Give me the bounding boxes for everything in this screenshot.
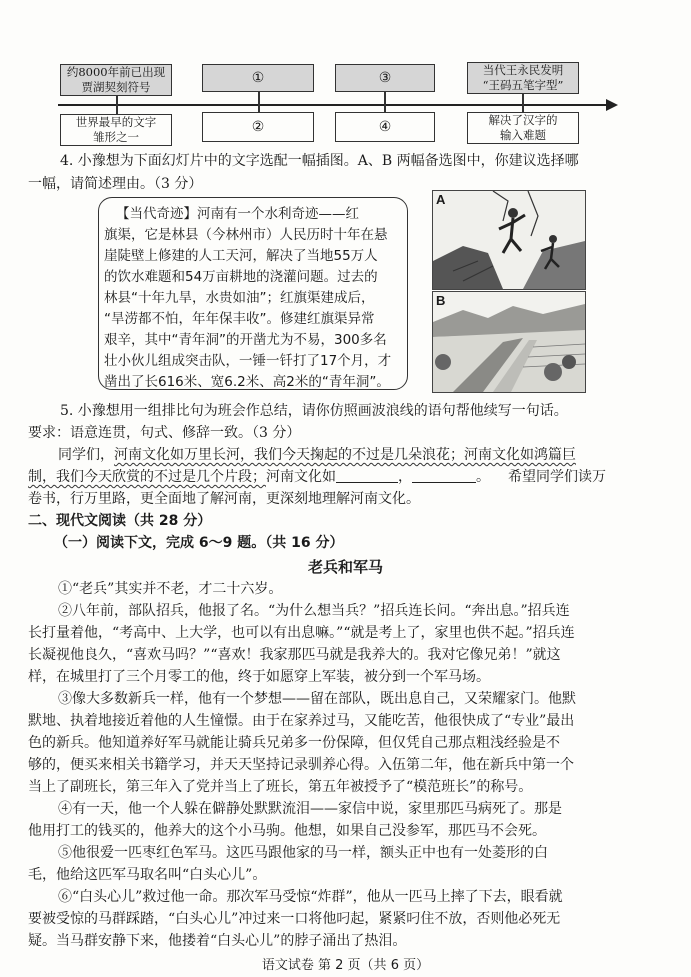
question-5-line-1: 5. 小豫想用一组排比句为班会作总结，请你仿照画波浪线的语句帮他续写一句话。 xyxy=(60,403,568,419)
story-line: 色的新兵。他知道养好军马就能让骑兵兄弟多一份保障，但仅凭自己那点粗浅经验是不 xyxy=(28,735,560,751)
timeline-arrow-icon xyxy=(606,99,618,111)
timeline-top-box-4 xyxy=(467,62,579,94)
timeline-bottom-box-4 xyxy=(467,112,579,144)
question-5-line-2: 要求：语意连贯，句式、修辞一致。（3 分） xyxy=(28,425,301,441)
story-line: ③像大多数新兵一样，他有一个梦想——留在部队，既出息自己，又荣耀家门。他默 xyxy=(58,691,576,707)
story-line: 长凝视他良久，“喜欢马吗？”“喜欢！我家那匹马就是我养大的。我对它像兄弟！”就这 xyxy=(28,647,561,663)
timeline-text: 世界最早的文字 xyxy=(75,115,157,129)
card-line: 的饮水难题和54万亩耕地的浇灌问题。过去的 xyxy=(104,269,378,285)
wavy-underlined-text: 河南文化如万里长河，我们今天掬起的不过是几朵浪花；河南文化如鸿篇巨 xyxy=(114,447,576,463)
story-line: 疑。当马群安静下来，他搂着“白头心儿”的脖子涌出了热泪。 xyxy=(28,933,407,949)
card-line: 艰辛，其中“青年洞”的开凿尤为不易，300多名 xyxy=(104,332,387,348)
timeline-text: 当代王永民发明 xyxy=(482,63,564,77)
story-line: ①“老兵”其实并不老，才二十六岁。 xyxy=(58,581,283,597)
timeline-text: 雏形之一 xyxy=(93,130,139,144)
story-line: 要被受惊的马群踩踏，“白头心儿”冲过来一口将他叼起，紧紧叼住不放，否则他必死无 xyxy=(28,911,561,927)
timeline-text: 贾湖契刻符号 xyxy=(81,80,151,94)
timeline-text: ③ xyxy=(378,69,392,86)
question-5-paragraph-line-2 xyxy=(28,466,606,488)
answer-blank-1[interactable] xyxy=(336,468,398,483)
timeline-text: ② xyxy=(251,118,265,135)
answer-blank-2[interactable] xyxy=(412,468,476,483)
page-footer: 语文试卷 第 2 页（共 6 页） xyxy=(261,958,430,973)
story-line: 长打量着他，“考高中、上大学，也可以有出息嘛。”“就是考上了，家里也供不起。”招兵连 xyxy=(28,625,575,641)
question-5-paragraph-line-3: 卷书，行万里路，更全面地了解河南，更深刻地理解河南文化。 xyxy=(28,491,420,507)
text-span: 。 xyxy=(476,469,490,485)
timeline-stem xyxy=(384,92,386,106)
card-line: 崖陡壁上修建的人工天河，解决了当地55万人 xyxy=(104,248,378,264)
card-line: 壮小伙儿组成突击队，一锤一钎打了17个月，才 xyxy=(104,353,392,369)
timeline-text: 约8000年前已出现 xyxy=(66,65,166,79)
article-title: 老兵和军马 xyxy=(307,558,383,576)
text-span: 河南文化如 xyxy=(266,469,336,485)
section-subheading: （一）阅读下文，完成 6～9 题。（共 16 分） xyxy=(54,535,344,551)
timeline-top-box-3 xyxy=(335,64,435,92)
timeline-text: 输入难题 xyxy=(500,128,546,142)
card-line: 旗渠，它是林县（今林州市）人民历时十年在悬 xyxy=(104,227,388,243)
story-line: 他用打工的钱买的，他养大的这个小马驹。他想，如果自己没参军，那匹马不会死。 xyxy=(28,823,546,839)
story-line: 样，在城里打了三个月零工的他，终于如愿穿上军装，被分到一个军马场。 xyxy=(28,669,490,685)
text-span: 希望同学们读万 xyxy=(508,469,606,485)
timeline-text: ④ xyxy=(378,118,392,135)
illustration-b-label: B xyxy=(436,293,446,308)
timeline-bottom-box-3 xyxy=(335,112,435,142)
timeline-text: ① xyxy=(251,69,265,86)
card-line: “旱涝都不怕，年年保丰收”。修建红旗渠异常 xyxy=(104,311,375,327)
section-heading: 二、现代文阅读（共 28 分） xyxy=(28,513,212,529)
story-line: 够的，便买来相关书籍学习，并天天坚持记录驯养心得。入伍第二年，他在新兵中第一个 xyxy=(28,757,574,773)
timeline-stem xyxy=(258,92,260,106)
question-5-paragraph-line-1 xyxy=(58,444,576,466)
timeline-stem xyxy=(522,94,524,106)
wavy-underlined-text: 制，我们今天欣赏的不过是几个片段； xyxy=(28,469,266,485)
story-line: ⑥“白头心儿”救过他一命。那次军马受惊“炸群”，他从一匹马上摔了下去，眼看就 xyxy=(58,889,563,905)
climbers-illustration xyxy=(433,191,585,289)
story-line: 当上了副班长，第三年入了党并当上了班长，第五年被授予了“模范班长”的称号。 xyxy=(28,779,533,795)
card-line: 【当代奇迹】河南有一个水利奇迹——红 xyxy=(116,206,359,222)
story-line: 毛，他给这匹军马取名叫“白头心儿”。 xyxy=(28,867,267,883)
card-line: 凿出了长616米、宽6.2米、高2米的“青年洞”。 xyxy=(104,374,390,390)
story-line: 默地、执着地接近着他的人生憧憬。由于在家养过马，又能吃苦，他很快成了“专业”最出 xyxy=(28,713,575,729)
question-4-line-1: 4. 小豫想为下面幻灯片中的文字选配一幅插图。A、B 两幅备选图中，你建议选择哪 xyxy=(60,153,579,169)
timeline-bottom-box-2 xyxy=(202,112,314,142)
illustration-a-label: A xyxy=(436,192,446,207)
timeline-text: “王码五笔字型” xyxy=(482,78,564,92)
timeline-top-box-1 xyxy=(60,64,172,96)
card-line: 林县“十年九旱，水贵如油”；红旗渠建成后， xyxy=(104,290,375,306)
illustration-a[interactable] xyxy=(432,190,586,290)
timeline-axis xyxy=(58,104,610,106)
timeline-text: 解决了汉字的 xyxy=(488,113,558,127)
illustration-b[interactable] xyxy=(432,291,586,393)
canal-landscape-illustration xyxy=(433,292,585,392)
text-span: ， xyxy=(398,469,412,485)
timeline-stem xyxy=(116,106,118,114)
timeline-top-box-2 xyxy=(202,64,314,92)
question-4-line-2: 一幅，请简述理由。（3 分） xyxy=(28,176,203,192)
timeline-stem xyxy=(116,96,118,106)
story-line: ⑤他很爱一匹枣红色军马。这匹马跟他家的马一样，额头正中也有一处菱形的白 xyxy=(58,845,548,861)
story-line: ④有一天，他一个人躲在僻静处默默流泪——家信中说，家里那匹马病死了。那是 xyxy=(58,801,562,817)
story-line: ②八年前，部队招兵，他报了名。“为什么想当兵？”招兵连长问。“奔出息。”招兵连 xyxy=(58,603,570,619)
text-span: 同学们， xyxy=(58,447,114,463)
timeline-bottom-box-1 xyxy=(60,114,172,146)
